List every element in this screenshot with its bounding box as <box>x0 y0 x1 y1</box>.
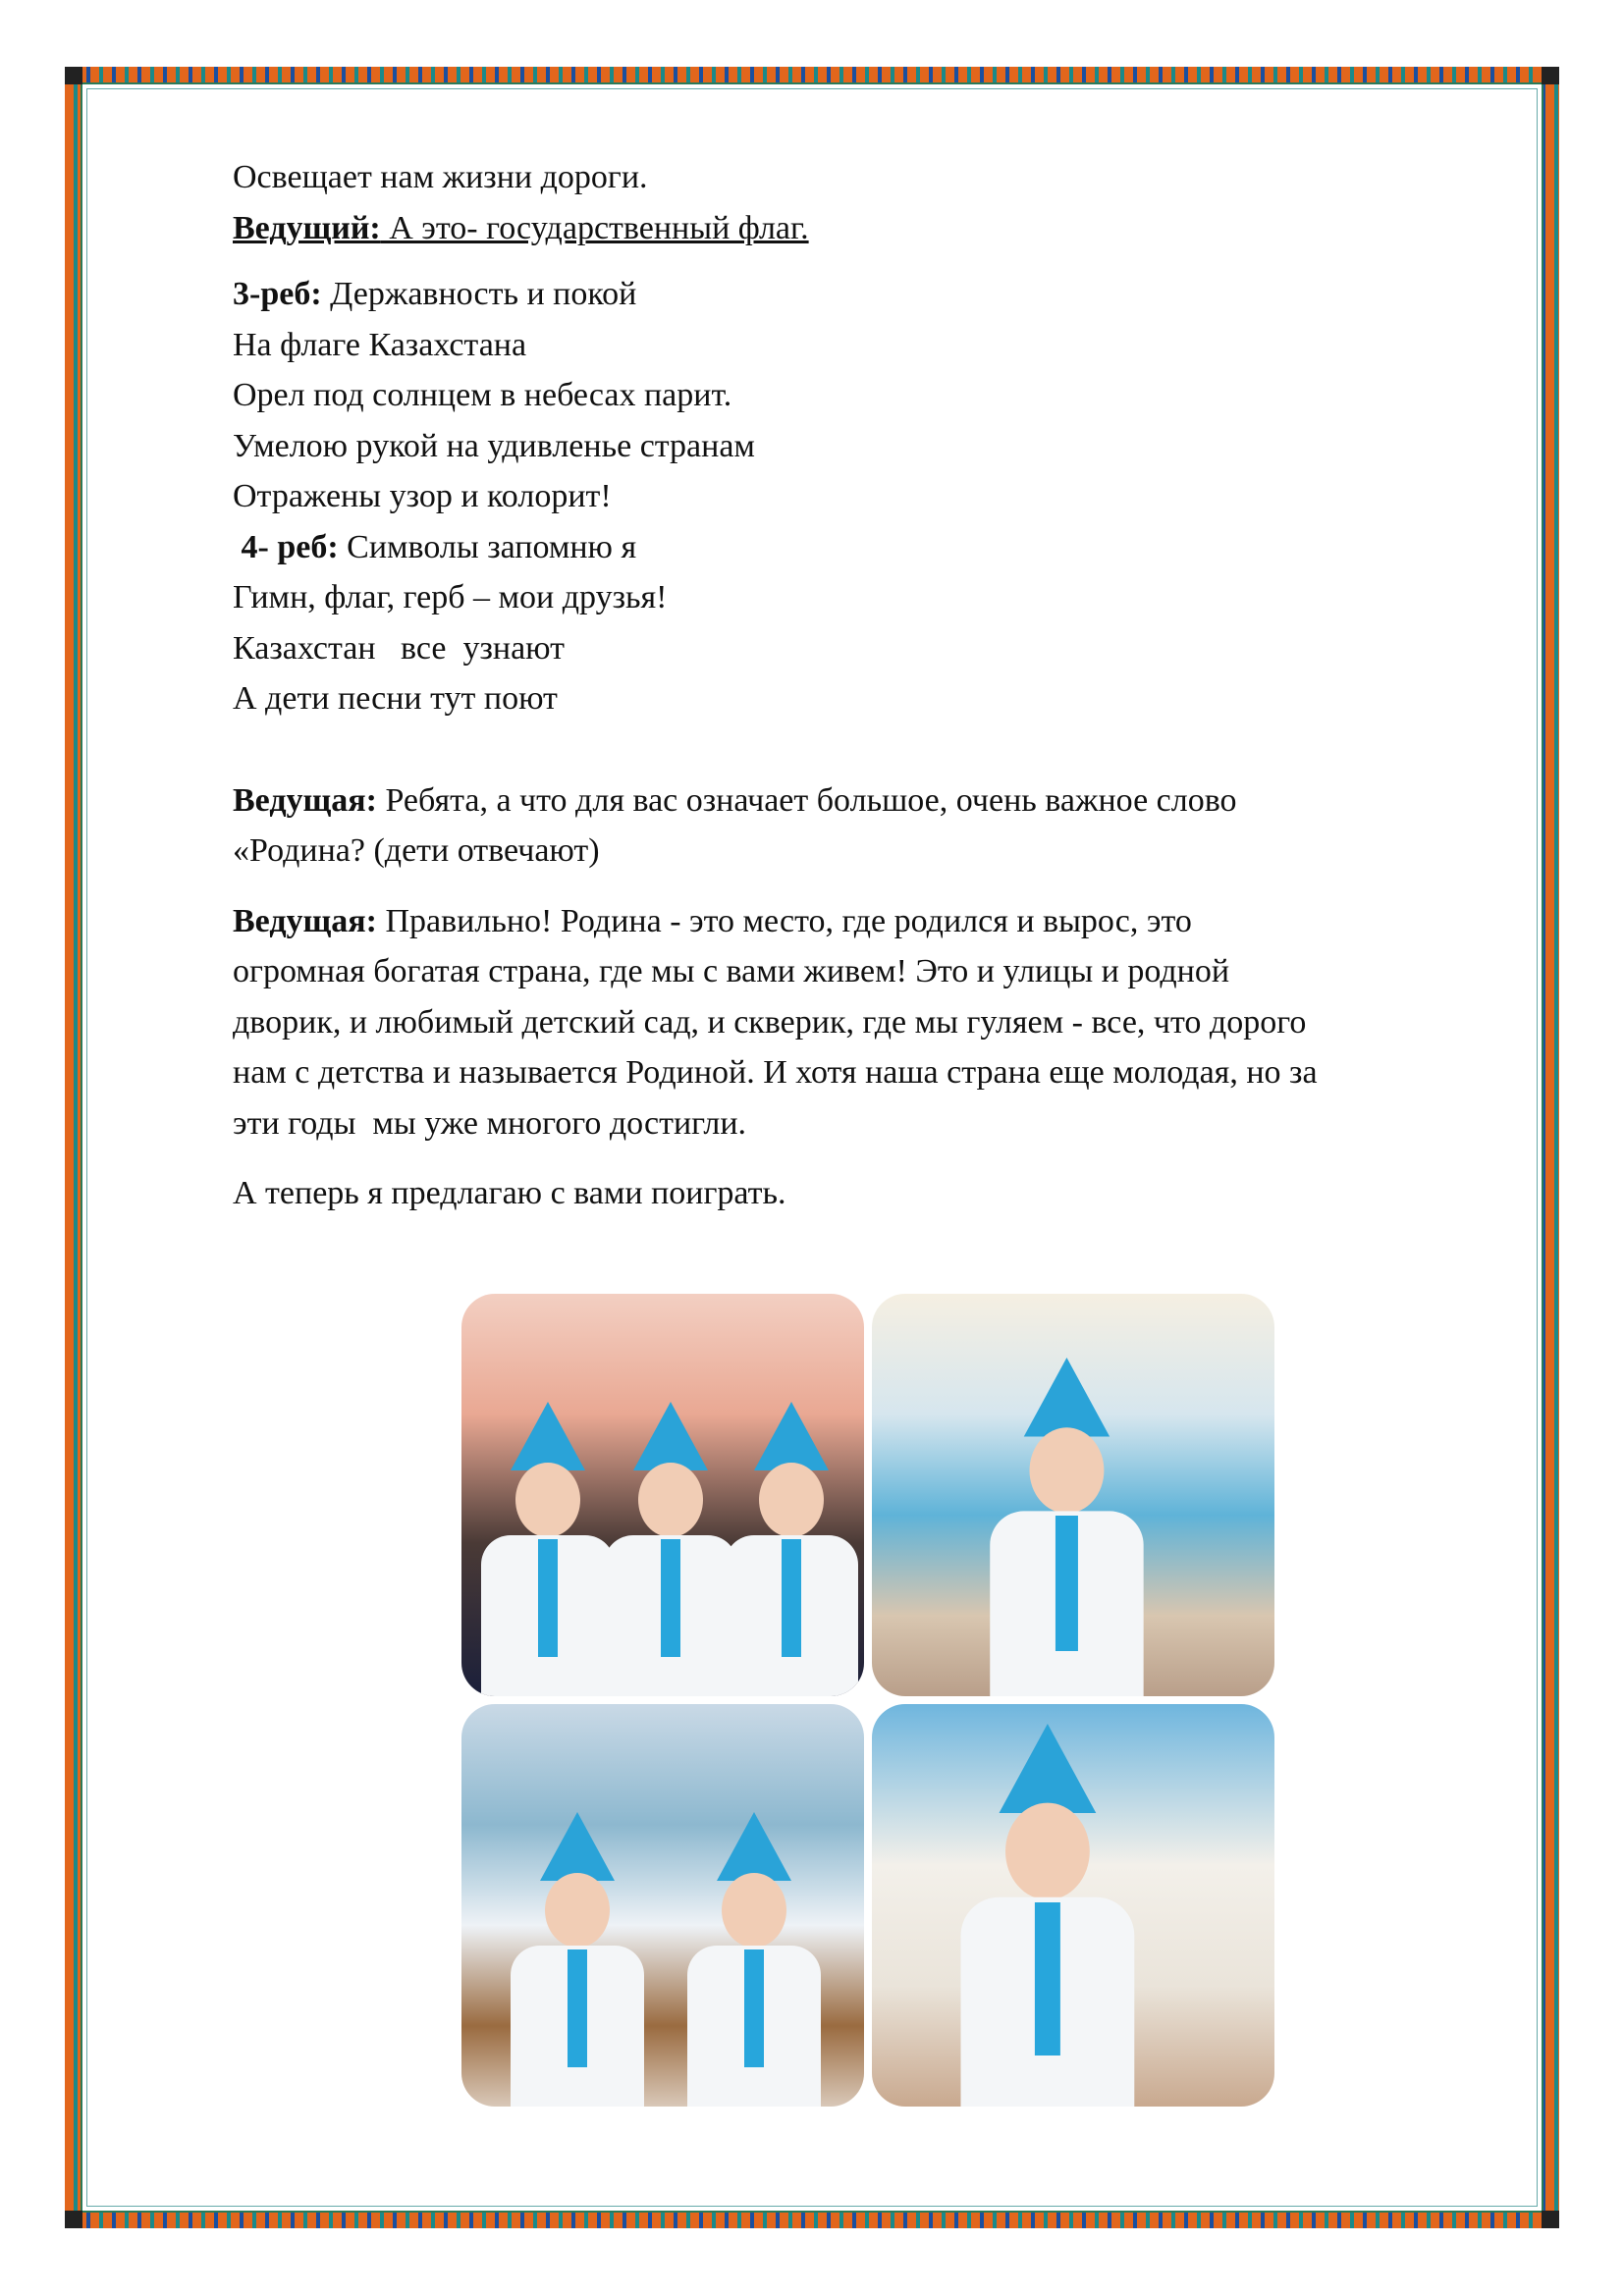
poem-line: Гимн, флаг, герб – мои друзья! <box>233 579 668 615</box>
poem-line: Отражены узор и колорит! <box>233 478 612 514</box>
photo-boy-dancing <box>872 1704 1274 2107</box>
child4-line: 4- реб: Символы запомню я <box>241 528 637 565</box>
corner-ornament <box>65 2211 82 2228</box>
corner-ornament <box>1542 67 1559 84</box>
poem-line: На флаге Казахстана <box>233 326 527 363</box>
speaker-text: А это- государственный флаг. <box>380 209 809 246</box>
game-invitation: А теперь я предлагаю с вами поиграть. <box>233 1175 786 1211</box>
child-figure <box>501 1812 648 2107</box>
speaker-label: 3-реб: <box>233 276 322 312</box>
poem-line: Орел под солнцем в небесах парит. <box>233 377 732 413</box>
speaker-label: Ведущая: <box>233 781 377 819</box>
photo-children-singing <box>461 1294 864 1696</box>
child3-line: 3-реб: Державность и покой <box>233 276 637 312</box>
child-figure <box>948 1724 1140 2107</box>
speaker-label: Ведущий: <box>233 209 381 246</box>
speaker-label: Ведущая: <box>233 902 377 939</box>
text-line: Освещает нам жизни дороги. <box>233 159 648 195</box>
presenter-answer: Ведущая: Правильно! Родина - это место, где родился и вырос, это <box>233 902 1192 939</box>
poem-line: Казахстан все узнают <box>233 629 565 667</box>
paragraph-line: дворик, и любимый детский сад, и скверик, где мы гуляем - все, что дорого <box>233 1003 1307 1041</box>
corner-ornament <box>1542 2211 1559 2228</box>
paragraph-line: «Родина? (дети отвечают) <box>233 832 600 869</box>
paragraph-line: нам с детства и называется Родиной. И хотя наша страна еще молодая, но за <box>233 1054 1318 1091</box>
paragraph-line: огромная богатая страна, где мы с вами живем! Это и улицы и родной <box>233 953 1230 989</box>
poem-line: А дети песни тут поют <box>233 680 558 717</box>
corner-ornament <box>65 67 82 84</box>
child-figure <box>979 1358 1149 1696</box>
child-figure <box>677 1812 825 2107</box>
poem-line: Умелою рукой на удивленье странам <box>233 427 755 464</box>
presenter-question: Ведущая: Ребята, а что для вас означает большое, очень важное слово <box>233 781 1237 819</box>
presenter-line <box>233 203 1499 254</box>
speaker-label: 4- реб: <box>241 528 339 565</box>
photo-children-dombra <box>461 1704 864 2107</box>
child-figure <box>715 1402 862 1696</box>
photo-girl-blue-scarf <box>872 1294 1274 1696</box>
paragraph-line: эти годы мы уже многого достигли. <box>233 1104 747 1142</box>
document-body <box>233 152 1499 1219</box>
photo-collage <box>461 1294 1267 2099</box>
